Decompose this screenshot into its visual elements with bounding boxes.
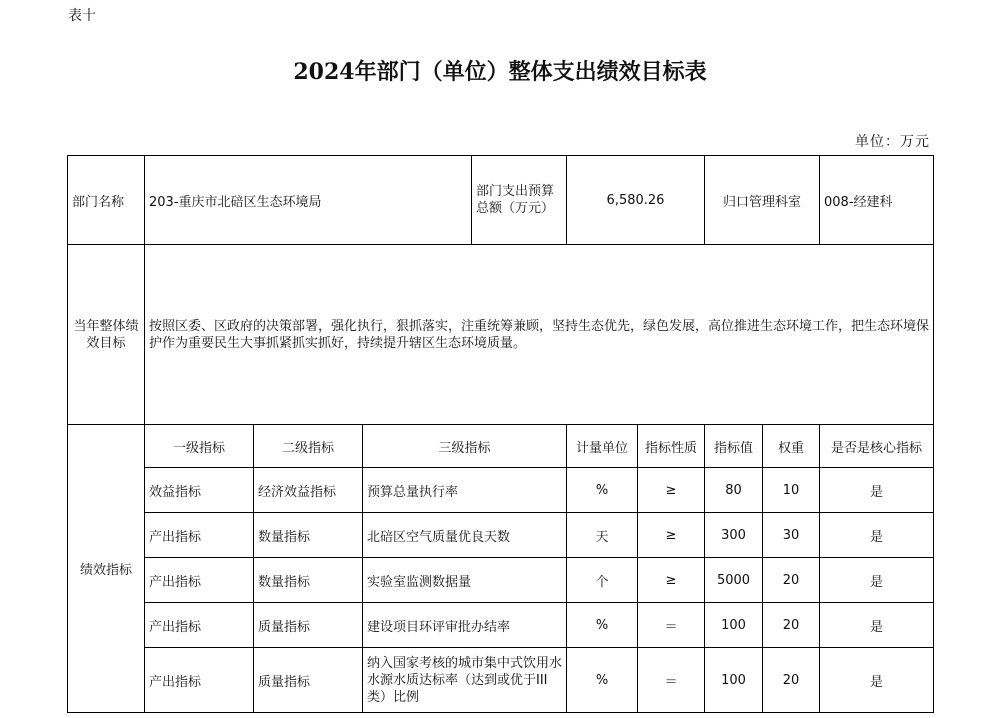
core-indicator-flag: 是: [820, 558, 934, 603]
column-header: 一级指标: [145, 425, 254, 468]
indicator-header-row: [68, 425, 934, 468]
indicator-nature: ≥: [638, 558, 705, 603]
core-indicator-flag: 是: [820, 468, 934, 513]
weight-value: 20: [763, 648, 820, 713]
indicator-nature: ≥: [638, 468, 705, 513]
measure-unit: %: [567, 468, 638, 513]
level3-indicator: 实验室监测数据量: [363, 558, 567, 603]
core-indicator-flag: 是: [820, 603, 934, 648]
column-header: 是否是核心指标: [820, 425, 934, 468]
level1-indicator: 产出指标: [145, 513, 254, 558]
core-indicator-flag: 是: [820, 648, 934, 713]
dept-info-row: [68, 156, 934, 245]
indicator-nature: ＝: [638, 648, 705, 713]
level3-indicator: 纳入国家考核的城市集中式饮用水水源水质达标率（达到或优于III类）比例: [363, 648, 567, 713]
unit-label: 单位：万元: [855, 134, 930, 150]
level2-indicator: 经济效益指标: [254, 468, 363, 513]
table-row: [68, 468, 934, 513]
measure-unit: 个: [567, 558, 638, 603]
document-title: 2024年部门（单位）整体支出绩效目标表: [293, 59, 707, 85]
mgmt-dept-label: 归口管理科室: [705, 156, 820, 245]
indicator-value: 100: [705, 648, 763, 713]
goal-label: 当年整体绩效目标: [68, 245, 145, 425]
mgmt-dept-value: 008-经建科: [820, 156, 934, 245]
indicator-nature: ＝: [638, 603, 705, 648]
weight-value: 20: [763, 603, 820, 648]
indicator-nature: ≥: [638, 513, 705, 558]
level1-indicator: 效益指标: [145, 468, 254, 513]
level1-indicator: 产出指标: [145, 648, 254, 713]
column-header: 指标值: [705, 425, 763, 468]
indicators-section-label: 绩效指标: [68, 425, 145, 713]
level2-indicator: 质量指标: [254, 648, 363, 713]
column-header: 计量单位: [567, 425, 638, 468]
core-indicator-flag: 是: [820, 513, 934, 558]
level3-indicator: 建设项目环评审批办结率: [363, 603, 567, 648]
dept-name-value: 203-重庆市北碚区生态环境局: [145, 156, 472, 245]
goal-row: [68, 245, 934, 425]
indicator-value: 100: [705, 603, 763, 648]
measure-unit: 天: [567, 513, 638, 558]
weight-value: 20: [763, 558, 820, 603]
level2-indicator: 数量指标: [254, 513, 363, 558]
performance-target-table: [67, 155, 934, 713]
indicator-value: 80: [705, 468, 763, 513]
weight-value: 10: [763, 468, 820, 513]
column-header: 二级指标: [254, 425, 363, 468]
table-row: [68, 603, 934, 648]
budget-value: 6,580.26: [567, 156, 705, 245]
table-row: [68, 513, 934, 558]
goal-text: 按照区委、区政府的决策部署，强化执行，狠抓落实，注重统筹兼顾，坚持生态优先，绿色发展，高位推进生态环境工作，把生态环境保护作为重要民生大事抓紧抓实抓好，持续提升辖区生态环境质量。: [145, 245, 934, 425]
indicator-value: 300: [705, 513, 763, 558]
indicator-value: 5000: [705, 558, 763, 603]
weight-value: 30: [763, 513, 820, 558]
level2-indicator: 数量指标: [254, 558, 363, 603]
level3-indicator: 预算总量执行率: [363, 468, 567, 513]
budget-label: 部门支出预算总额（万元）: [472, 156, 567, 245]
column-header: 指标性质: [638, 425, 705, 468]
column-header: 三级指标: [363, 425, 567, 468]
level1-indicator: 产出指标: [145, 603, 254, 648]
table-row: [68, 558, 934, 603]
table-number-label: 表十: [68, 8, 96, 24]
dept-name-label: 部门名称: [68, 156, 145, 245]
column-header: 权重: [763, 425, 820, 468]
table-row: [68, 648, 934, 713]
measure-unit: %: [567, 603, 638, 648]
level1-indicator: 产出指标: [145, 558, 254, 603]
measure-unit: %: [567, 648, 638, 713]
level2-indicator: 质量指标: [254, 603, 363, 648]
level3-indicator: 北碚区空气质量优良天数: [363, 513, 567, 558]
